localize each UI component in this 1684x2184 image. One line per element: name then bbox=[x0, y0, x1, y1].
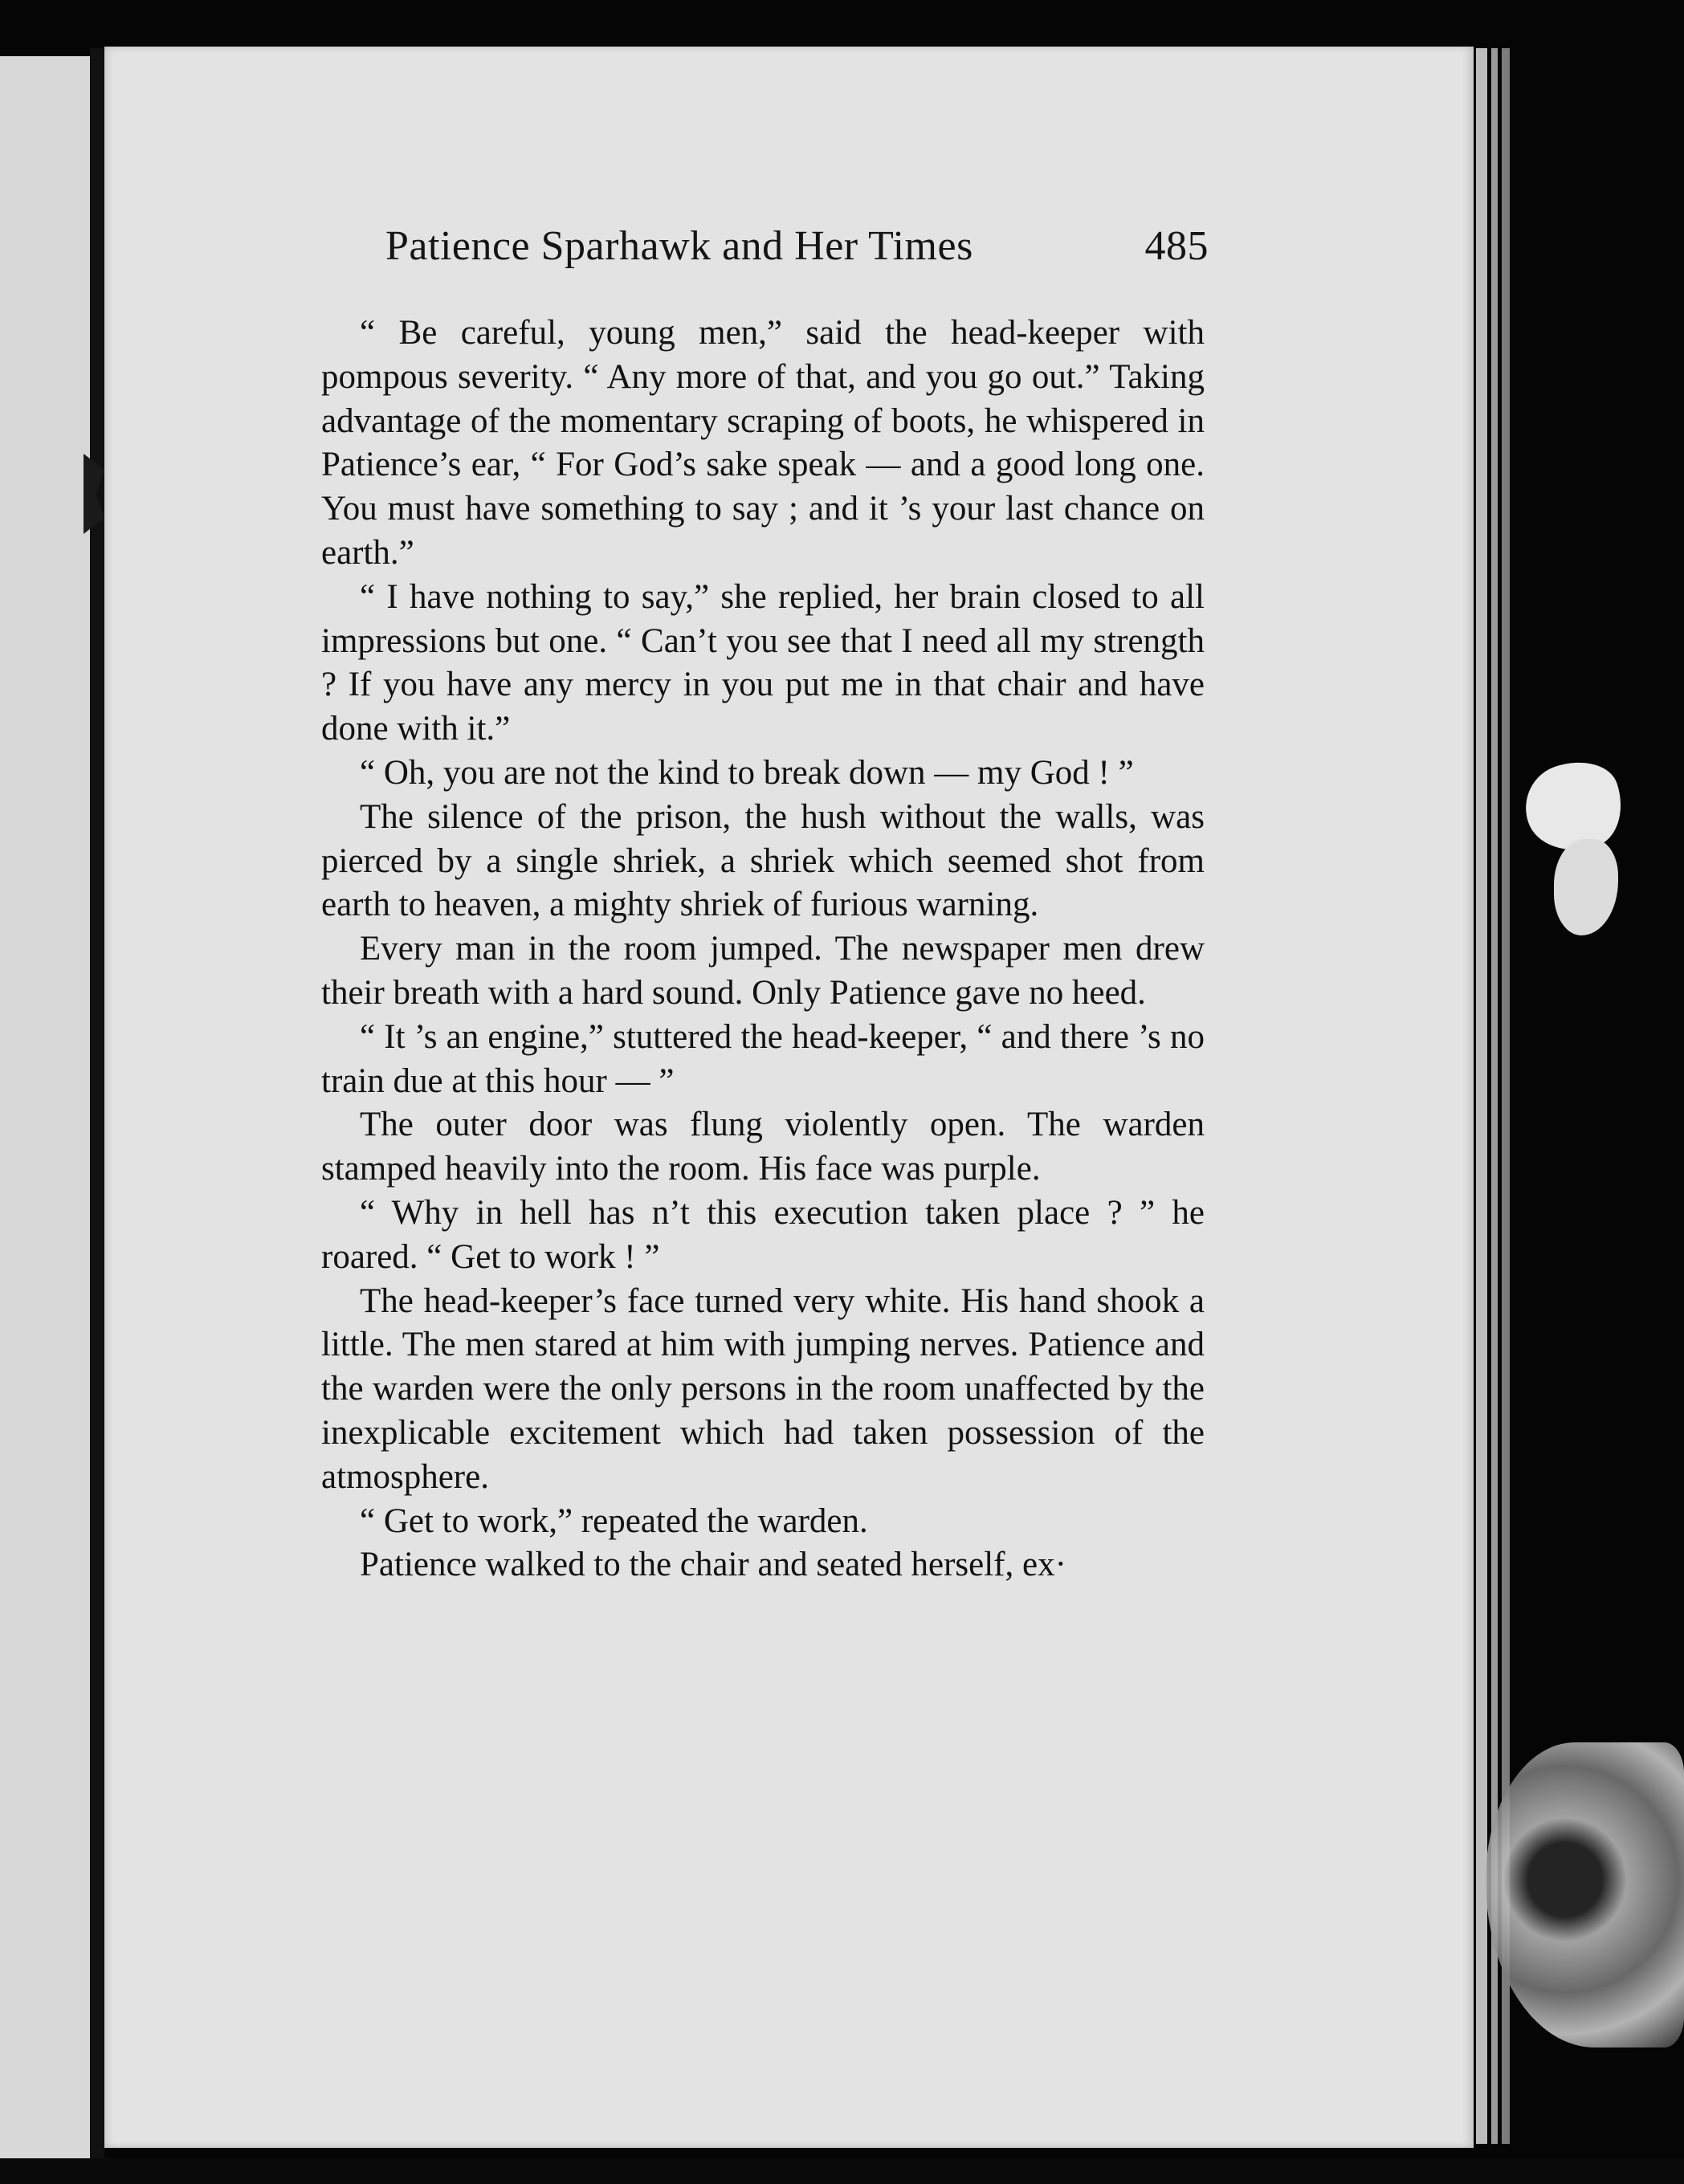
scan-artifact bbox=[1554, 839, 1618, 935]
paragraph: “ It ’s an engine,” stuttered the head-keeper, “ and there ’s no train due at this hour — ” bbox=[321, 1017, 1205, 1100]
scan-artifact bbox=[1486, 1742, 1684, 2048]
running-header bbox=[385, 222, 1209, 279]
book-gutter bbox=[90, 48, 104, 2168]
paragraph: “ Get to work,” repeated the warden. bbox=[360, 1502, 868, 1540]
paragraph: “ I have nothing to say,” she replied, her brain closed to all impressions but one. “ Can’t you see that I need all my strength ? If you have any mercy in you put me in that chair and have done with it.” bbox=[321, 577, 1205, 748]
paragraph: Every man in the room jumped. The newspaper men drew their breath with a hard sound. Only Patience gave no heed. bbox=[321, 930, 1205, 1012]
paragraph: The head-keeper’s face turned very white. His hand shook a little. The men stared at him with jumping nerves. Patience and the warden were the only persons in the room unaffected by the inexplicable excitement which had taken possession of the atmosphere. bbox=[321, 1281, 1205, 1496]
page-body bbox=[321, 312, 1205, 1587]
paragraph: The outer door was flung violently open. The warden stamped heavily into the room. His face was purple. bbox=[321, 1106, 1205, 1188]
paragraph: Patience walked to the chair and seated herself, ex· bbox=[360, 1546, 1066, 1584]
scan-bottom-border bbox=[0, 2158, 1684, 2184]
page-number: 485 bbox=[1144, 223, 1209, 269]
paragraph: “ Why in hell has n’t this execution taken place ? ” he roared. “ Get to work ! ” bbox=[321, 1193, 1205, 1276]
left-page-edge bbox=[0, 56, 90, 2160]
paragraph: “ Be careful, young men,” said the head-keeper with pompous severity. “ Any more of that, and you go out.” Taking advantage of the momentary scraping of boots, he whispered in Patience’s ear, “ For God’s sake speak — and a good long one. You must have something to say ; and it ’s your last chance on earth.” bbox=[321, 314, 1205, 572]
page-edge bbox=[1476, 48, 1487, 2144]
paragraph: The silence of the prison, the hush without the walls, was pierced by a single shriek, a shriek which seemed shot from earth to heaven, a mighty shriek of furious warning. bbox=[321, 797, 1205, 924]
running-title: Patience Sparhawk and Her Times bbox=[385, 223, 973, 269]
paragraph: “ Oh, you are not the kind to break down — my God ! ” bbox=[360, 753, 1134, 792]
